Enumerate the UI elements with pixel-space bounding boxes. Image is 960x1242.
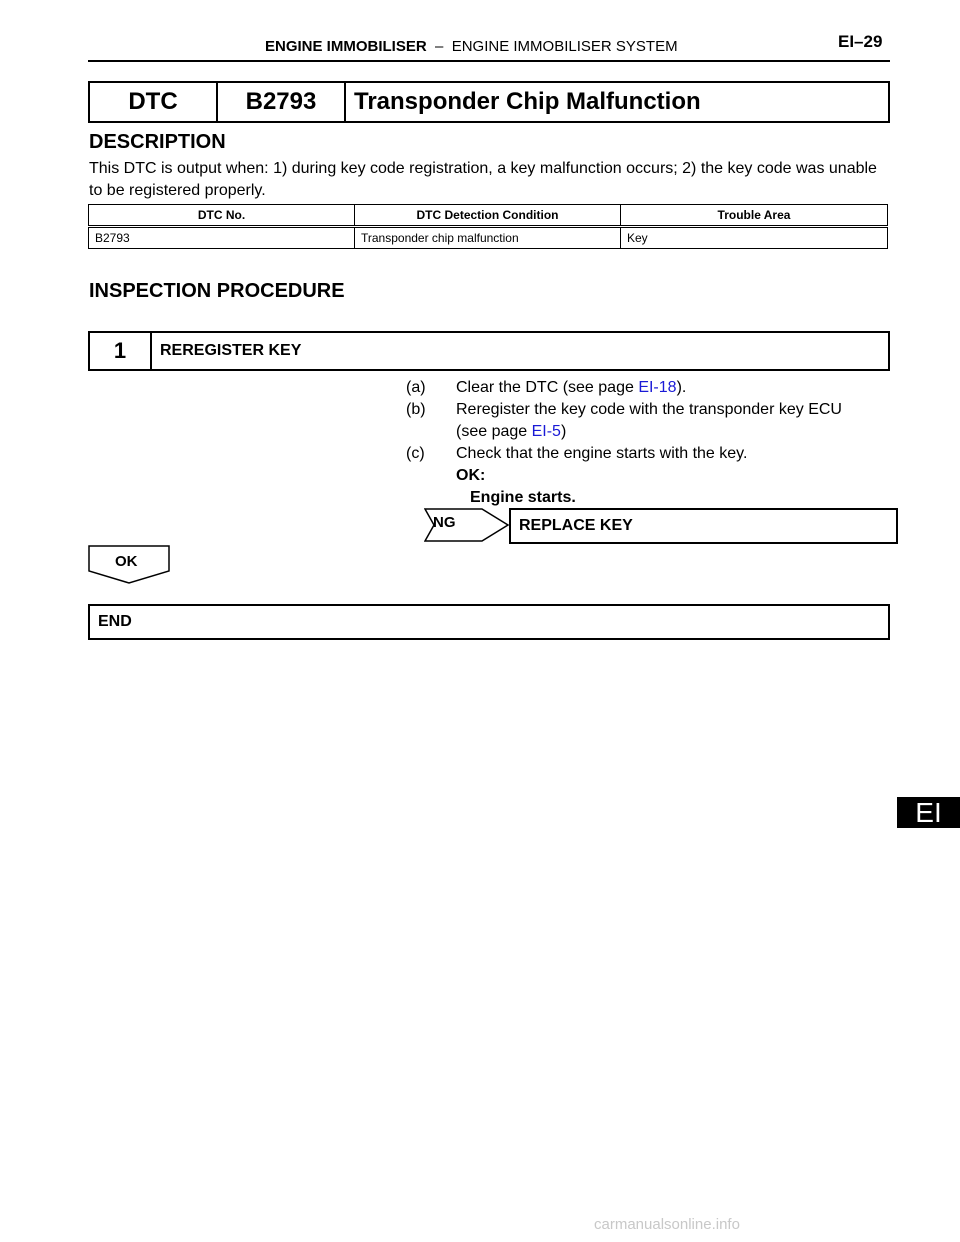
instruction-c [406,443,842,465]
dtc-code: B2793 [218,83,346,121]
page-number: EI–29 [838,32,883,51]
end-box [88,604,890,640]
watermark: carmanualsonline.info [594,1216,740,1233]
end-text: END [98,613,132,630]
table-cell: B2793 [89,227,355,249]
instruction-b [406,399,842,421]
header-title: ENGINE IMMOBILISER – ENGINE IMMOBILISER SYSTEM [265,38,678,55]
header-rule [88,60,890,62]
ng-result-text: REPLACE KEY [519,517,633,534]
table-header: DTC No. [89,205,355,227]
instruction-text: Reregister the key code with the transponder key ECU [456,401,842,418]
inspection-heading: INSPECTION PROCEDURE [89,280,345,302]
description-heading: DESCRIPTION [89,131,226,153]
table-cell: Key [621,227,888,249]
table-header: DTC Detection Condition [355,205,621,227]
ok-criteria-heading: OK: [456,467,486,484]
step-box [88,331,890,371]
instruction-marker: (a) [406,379,426,396]
instruction-a [406,377,842,399]
section-tab: EI [897,797,960,828]
page-link-ei-18[interactable]: EI-18 [638,379,677,396]
table-header: Trouble Area [621,205,888,227]
page-link-ei-5[interactable]: EI-5 [531,423,561,440]
description-text: This DTC is output when: 1) during key code registration, a key malfunction occurs; 2) the key code was unable to be registered properly. [89,160,877,199]
ng-result-box [509,508,898,544]
instruction-b-cont: (see page EI-5) [456,423,567,440]
step-number: 1 [90,333,152,369]
table-cell: Transponder chip malfunction [355,227,621,249]
step-instructions [406,377,842,509]
step-title: REREGISTER KEY [160,342,302,359]
ng-label: NG [433,514,456,531]
instruction-marker: (c) [406,445,425,462]
dtc-label: DTC [90,83,218,121]
dtc-name: Transponder Chip Malfunction [354,88,701,115]
ok-criteria-text: Engine starts. [470,489,576,506]
instruction-marker: (b) [406,401,426,418]
instruction-text: Clear the DTC (see page EI-18). [456,379,687,396]
table-row [89,227,888,249]
instruction-text: Check that the engine starts with the key. [456,445,748,462]
dtc-title-box [88,81,890,123]
dtc-table [88,204,888,249]
ok-label: OK [115,553,138,570]
